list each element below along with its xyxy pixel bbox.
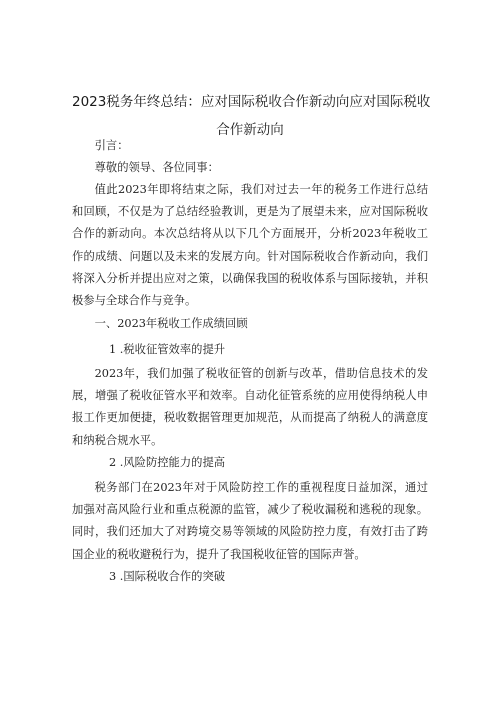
section-1-heading: 一、2023年税收工作成绩回顾 <box>94 317 248 330</box>
subsection-2-paragraph: 税务部门在2023年对于风险防控工作的重视程度日益加深，通过加强对高风险行业和重点税源的监管，减少了税收漏税和逃税的现象。同时，我们还加大了对跨境交易等领域的风险防控力度，有效打击了跨国企业的税收避税行为，提升了我国税收征管的国际声誉。 <box>72 481 428 561</box>
document-title-line-2: 合作新动向 <box>216 122 284 138</box>
intro-paragraph: 值此2023年即将结束之际，我们对过去一年的税务工作进行总结和回顾，不仅是为了总结经验教训，更是为了展望未来，应对国际税收合作的新动向。本次总结将从以下几个方面展开，分析2023年税收工作的成绩、问题以及未来的发展方向。针对国际税收合作新动向，我们将深入分析并提出应对之策，以确保我国的税收体系与国际接轨，并积极参与全球合作与竞争。 <box>72 183 428 308</box>
salutation: 尊敬的领导、各位同事： <box>94 161 219 174</box>
subsection-1-heading: 1 .税收征管效率的提升 <box>109 343 226 356</box>
subsection-3-heading: 3 .国际税收合作的突破 <box>109 570 226 583</box>
subsection-1-paragraph: 2023年，我们加强了税收征管的创新与改革，借助信息技术的发展，增强了税收征管水平和效率。自动化征管系统的应用使得纳税人申报工作更加便捷，税收数据管理更加规范，从而提高了纳税人的满意度和纳税合规水平。 <box>72 367 428 447</box>
intro-label: 引言： <box>94 139 129 152</box>
document-title-line-1: 2023税务年终总结：应对国际税收合作新动向应对国际税收 <box>72 94 431 110</box>
subsection-2-heading: 2 .风险防控能力的提高 <box>109 456 226 469</box>
